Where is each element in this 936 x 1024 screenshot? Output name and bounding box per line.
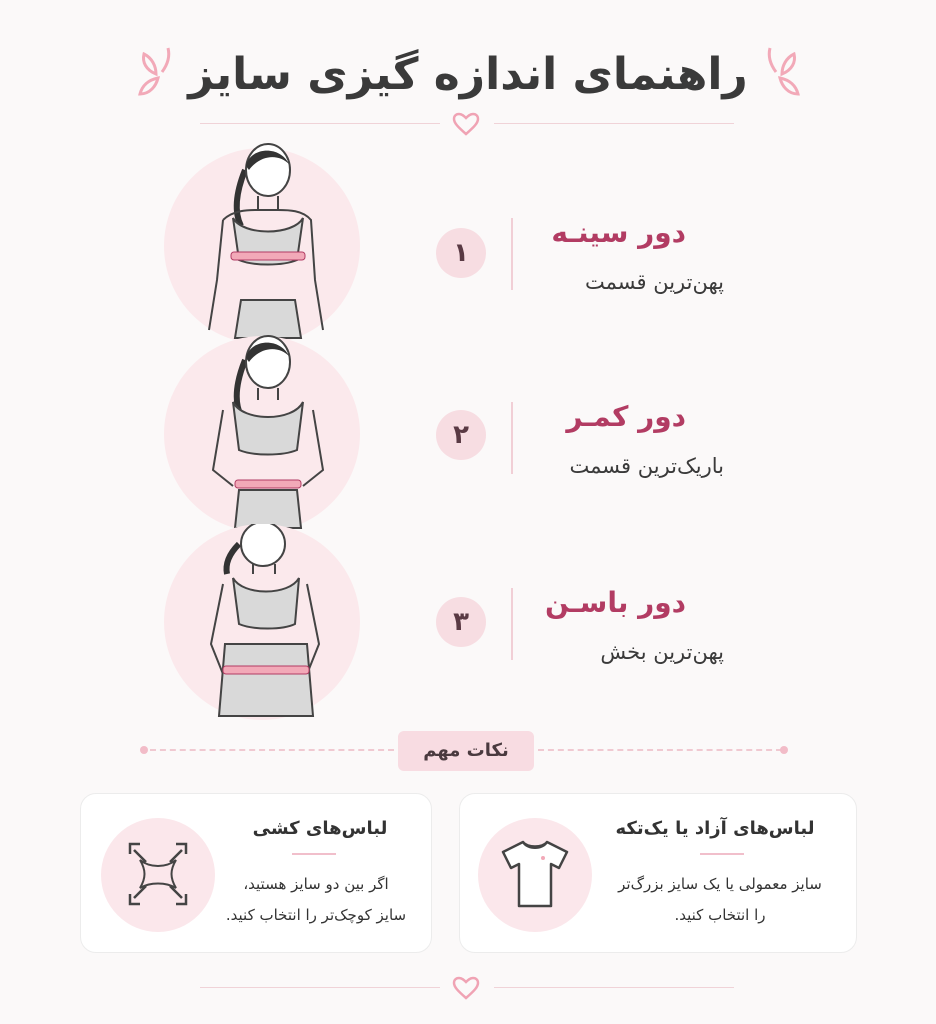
step-1-title: دور سینـه <box>551 216 686 249</box>
step-1-subtitle: پهن‌ترین قسمت <box>585 270 724 294</box>
woman-hip-measure-illustration <box>183 524 343 714</box>
step-3-title: دور باسـن <box>545 586 686 619</box>
stretch-icon <box>120 836 196 912</box>
notes-dash-left <box>150 749 394 751</box>
notes-dash-right <box>538 749 782 751</box>
stretch-card-line-1: اگر بین دو سایز هستید، <box>243 875 389 893</box>
step-3-number: ۳ <box>436 597 486 647</box>
title-divider-left <box>200 123 440 124</box>
footer-heart-icon <box>452 976 480 1000</box>
step-1-number: ۱ <box>436 228 486 278</box>
left-sprig-icon <box>138 44 178 104</box>
woman-chest-measure-illustration <box>183 140 343 330</box>
notes-badge: نکات مهم <box>398 731 534 771</box>
step-3-subtitle: پهن‌ترین بخش <box>600 640 724 664</box>
right-sprig-icon <box>760 44 800 104</box>
title-divider-right <box>494 123 734 124</box>
notes-dot-right <box>780 746 788 754</box>
loose-card-line-1: سایز معمولی یا یک سایز بزرگ‌تر <box>618 875 822 893</box>
tshirt-icon <box>497 836 573 912</box>
footer-divider-left <box>200 987 440 988</box>
footer-divider-right <box>494 987 734 988</box>
stretch-card-underline <box>292 853 336 855</box>
woman-waist-measure-illustration <box>183 330 343 520</box>
stretch-card-title: لباس‌های کشی <box>252 818 388 839</box>
step-2-title: دور کمـر <box>566 400 686 433</box>
stretch-card-line-2: سایز کوچک‌تر را انتخاب کنید. <box>225 906 407 924</box>
notes-dot-left <box>140 746 148 754</box>
heart-icon <box>452 112 480 136</box>
loose-card-title: لباس‌های آزاد یا یک‌تکه <box>615 818 815 839</box>
step-2-subtitle: باریک‌ترین قسمت <box>569 454 724 478</box>
loose-card-underline <box>700 853 744 855</box>
step-2-number: ۲ <box>436 410 486 460</box>
page-title: راهنمای اندازه گیزی سایز <box>188 49 748 100</box>
loose-card-line-2: را انتخاب کنید. <box>674 906 766 924</box>
